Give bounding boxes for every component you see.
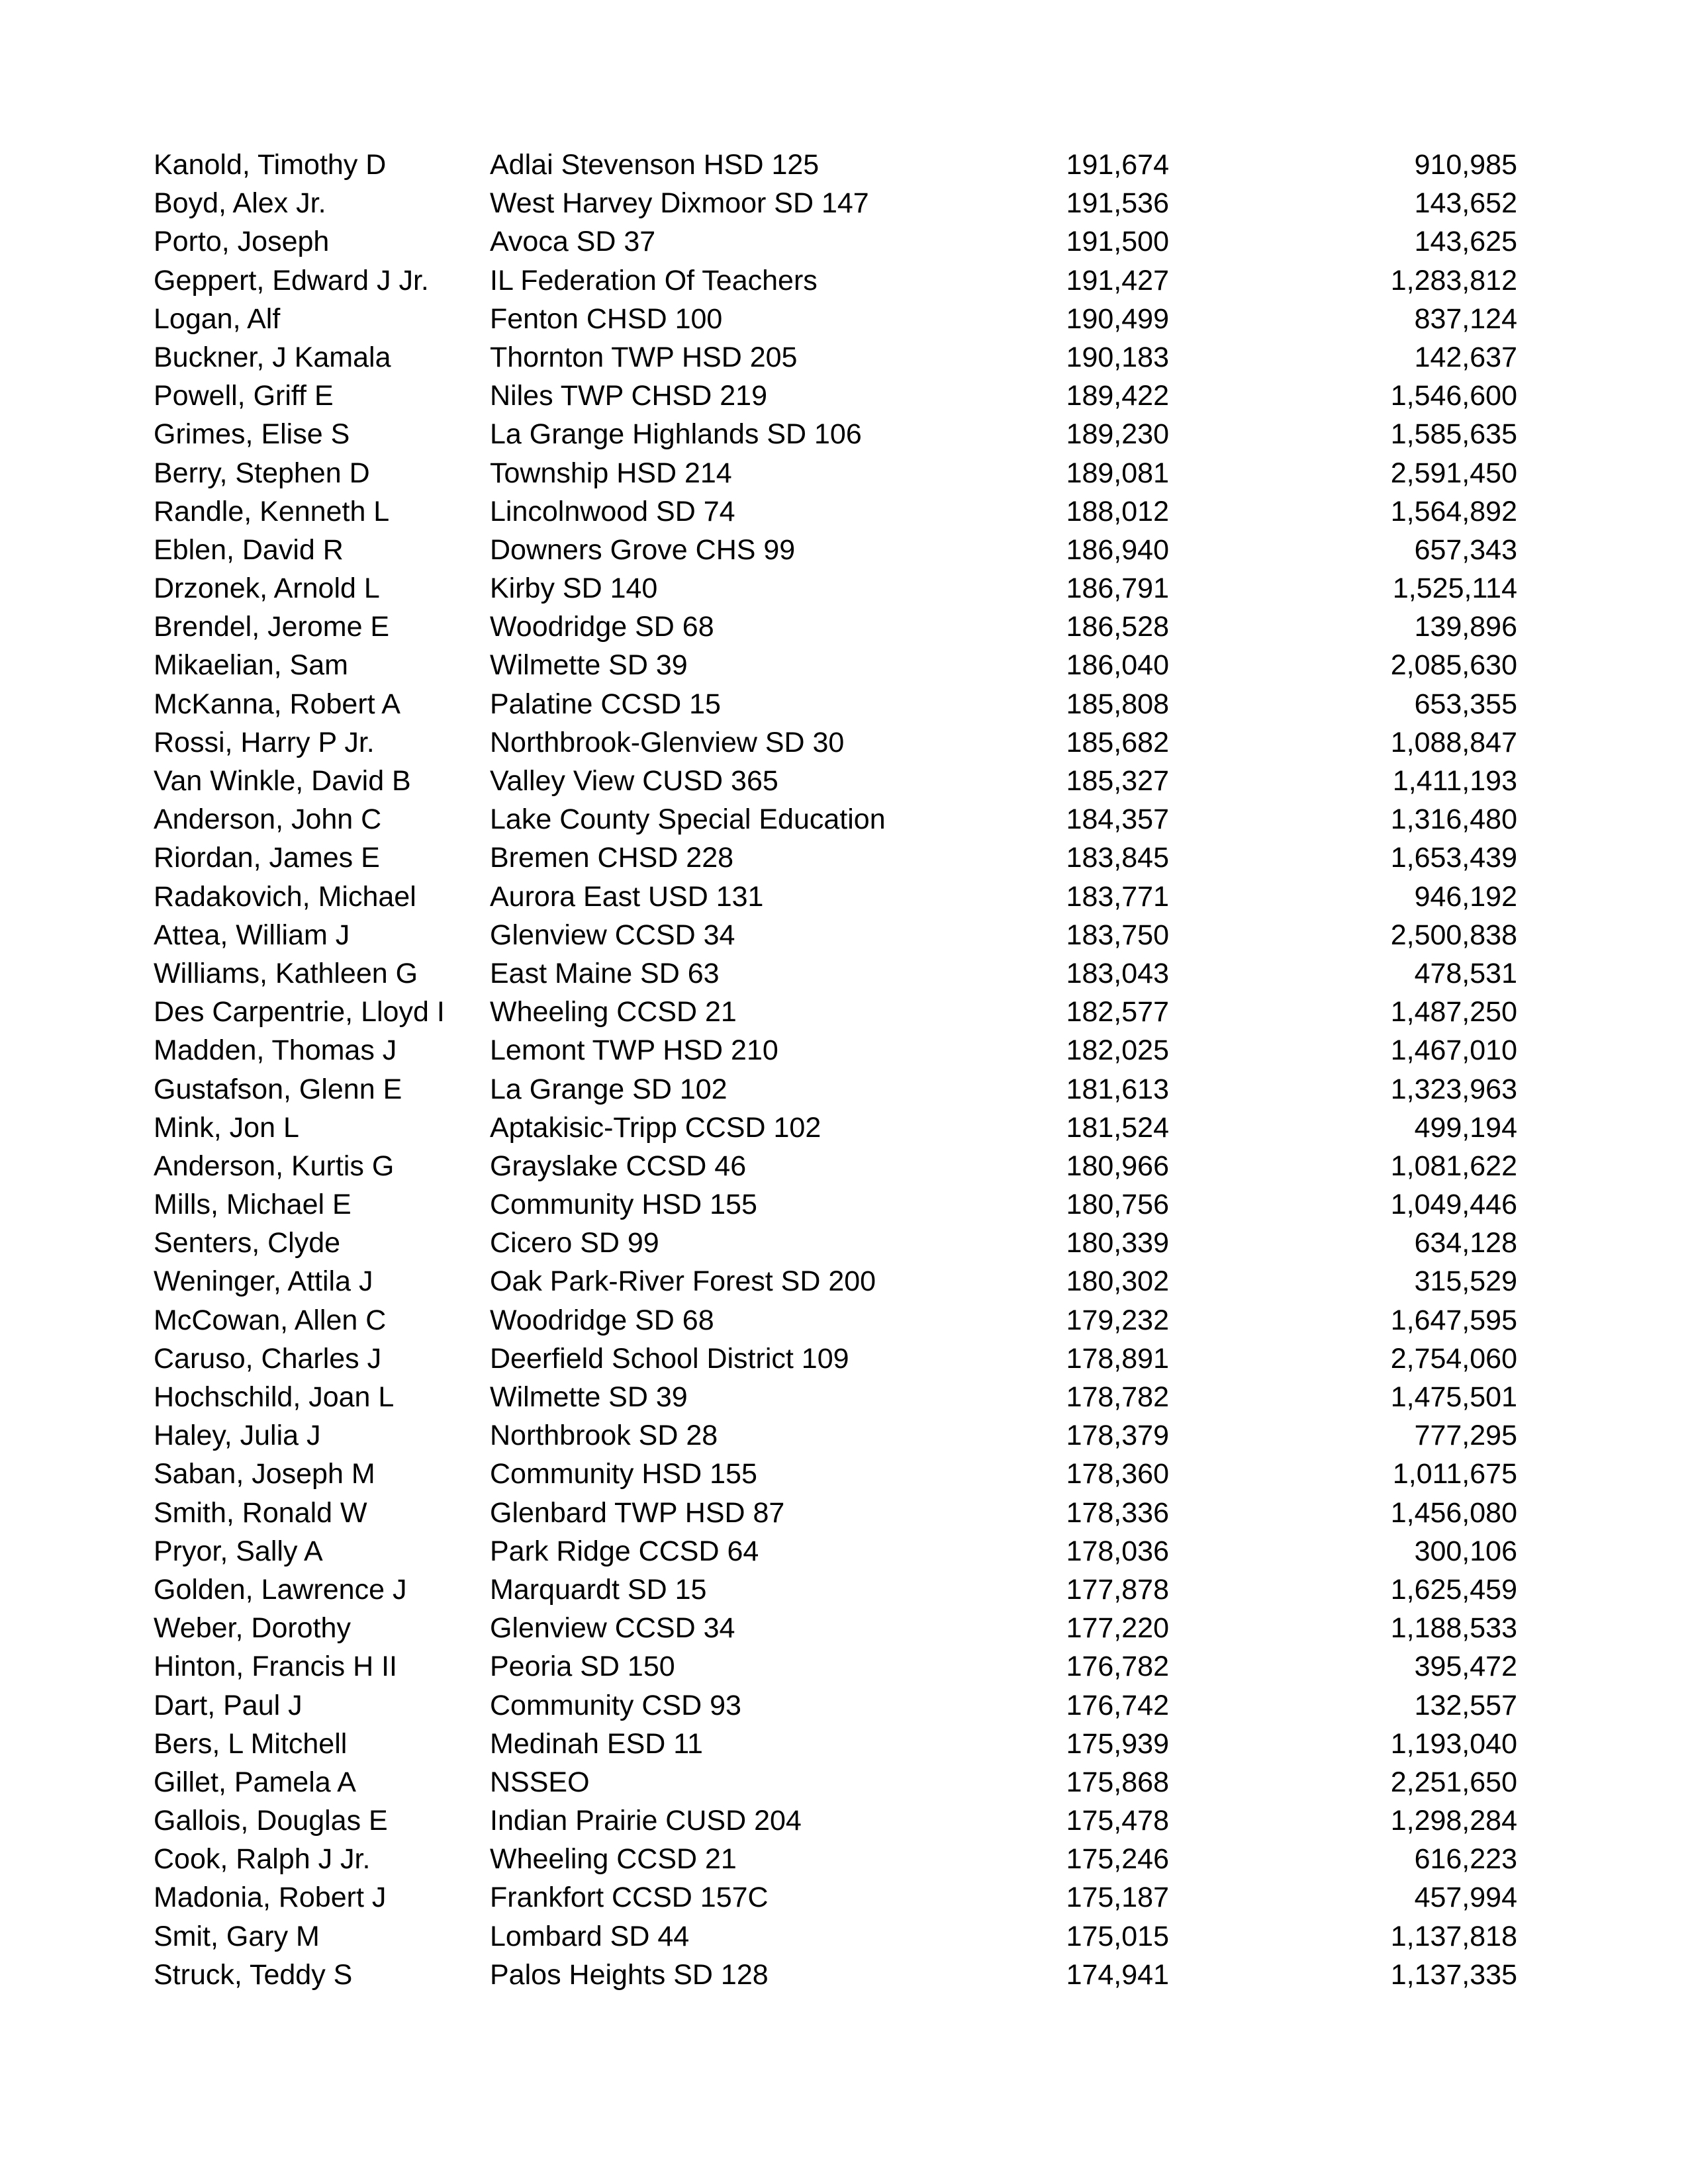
salary-cell: 182,577 — [1066, 996, 1169, 1028]
salary-cell: 177,220 — [1066, 1612, 1169, 1645]
district-cell: West Harvey Dixmoor SD 147 — [490, 187, 869, 220]
pension-cell: 1,411,193 — [1392, 765, 1517, 797]
table-row — [154, 1070, 1517, 1109]
pension-cell: 1,049,446 — [1390, 1189, 1517, 1221]
district-cell: Glenview CCSD 34 — [490, 919, 735, 951]
table-row — [154, 1801, 1517, 1840]
name-cell: Radakovich, Michael — [154, 880, 416, 913]
pension-cell: 1,625,459 — [1390, 1573, 1517, 1606]
table-row — [154, 608, 1517, 646]
district-cell: Northbrook-Glenview SD 30 — [490, 726, 845, 758]
name-cell: Logan, Alf — [154, 302, 281, 335]
salary-cell: 189,081 — [1066, 457, 1169, 489]
name-cell: Brendel, Jerome E — [154, 611, 390, 643]
table-row — [154, 954, 1517, 993]
district-cell: Peoria SD 150 — [490, 1651, 675, 1683]
pension-cell: 2,591,450 — [1390, 457, 1517, 489]
pension-cell: 657,343 — [1414, 533, 1517, 566]
district-cell: Woodridge SD 68 — [490, 611, 714, 643]
salary-cell: 183,771 — [1066, 880, 1169, 913]
district-cell: Medinah ESD 11 — [490, 1727, 703, 1760]
district-cell: Frankfort CCSD 157C — [490, 1882, 769, 1914]
district-cell: La Grange SD 102 — [490, 1073, 727, 1105]
district-cell: Indian Prairie CUSD 204 — [490, 1805, 802, 1837]
pension-cell: 1,323,963 — [1390, 1073, 1517, 1105]
name-cell: Mink, Jon L — [154, 1111, 299, 1144]
salary-cell: 178,360 — [1066, 1458, 1169, 1490]
district-cell: Township HSD 214 — [490, 457, 732, 489]
table-row — [154, 993, 1517, 1031]
table-row — [154, 685, 1517, 723]
pension-cell: 634,128 — [1414, 1227, 1517, 1259]
table-row — [154, 646, 1517, 684]
table-row — [154, 222, 1517, 261]
pension-cell: 1,467,010 — [1390, 1034, 1517, 1067]
salary-cell: 180,756 — [1066, 1189, 1169, 1221]
table-row — [154, 1609, 1517, 1647]
district-cell: Oak Park-River Forest SD 200 — [490, 1265, 876, 1298]
district-cell: Aptakisic-Tripp CCSD 102 — [490, 1111, 821, 1144]
table-row — [154, 1570, 1517, 1609]
table-row — [154, 1494, 1517, 1532]
salary-cell: 191,500 — [1066, 226, 1169, 258]
name-cell: Berry, Stephen D — [154, 457, 370, 489]
pension-cell: 1,487,250 — [1390, 996, 1517, 1028]
table-row — [154, 338, 1517, 377]
salary-cell: 189,422 — [1066, 380, 1169, 412]
table-row — [154, 1262, 1517, 1300]
salary-cell: 178,336 — [1066, 1496, 1169, 1529]
name-cell: Anderson, Kurtis G — [154, 1150, 395, 1182]
table-row — [154, 1878, 1517, 1917]
table-row — [154, 1532, 1517, 1570]
salary-cell: 185,327 — [1066, 765, 1169, 797]
name-cell: Des Carpentrie, Lloyd I — [154, 996, 445, 1028]
name-cell: Kanold, Timothy D — [154, 149, 387, 181]
salary-cell: 179,232 — [1066, 1304, 1169, 1336]
pension-cell: 2,085,630 — [1390, 649, 1517, 682]
pension-cell: 395,472 — [1414, 1651, 1517, 1683]
table-row — [154, 916, 1517, 954]
table-row — [154, 300, 1517, 338]
table-row — [154, 1686, 1517, 1725]
pension-cell: 315,529 — [1414, 1265, 1517, 1298]
pension-cell: 1,564,892 — [1390, 495, 1517, 527]
table-row — [154, 1301, 1517, 1340]
district-cell: Woodridge SD 68 — [490, 1304, 714, 1336]
district-cell: Lemont TWP HSD 210 — [490, 1034, 778, 1067]
district-cell: La Grange Highlands SD 106 — [490, 418, 862, 451]
table-row — [154, 800, 1517, 839]
salary-cell: 175,478 — [1066, 1805, 1169, 1837]
pension-cell: 910,985 — [1414, 149, 1517, 181]
table-row — [154, 1840, 1517, 1878]
pension-cell: 1,653,439 — [1390, 842, 1517, 874]
salary-cell: 174,941 — [1066, 1958, 1169, 1991]
name-cell: Struck, Teddy S — [154, 1958, 353, 1991]
pension-cell: 499,194 — [1414, 1111, 1517, 1144]
district-cell: Aurora East USD 131 — [490, 880, 764, 913]
salary-cell: 178,782 — [1066, 1381, 1169, 1413]
name-cell: Golden, Lawrence J — [154, 1573, 407, 1606]
district-cell: Wheeling CCSD 21 — [490, 996, 737, 1028]
pension-cell: 2,500,838 — [1390, 919, 1517, 951]
district-cell: Lincolnwood SD 74 — [490, 495, 735, 527]
district-cell: Glenbard TWP HSD 87 — [490, 1496, 785, 1529]
district-cell: Deerfield School District 109 — [490, 1342, 849, 1375]
table-row — [154, 261, 1517, 300]
district-cell: East Maine SD 63 — [490, 957, 720, 989]
salary-cell: 184,357 — [1066, 803, 1169, 836]
name-cell: McCowan, Allen C — [154, 1304, 387, 1336]
table-row — [154, 1455, 1517, 1493]
table-row — [154, 1725, 1517, 1763]
pension-cell: 1,316,480 — [1390, 803, 1517, 836]
name-cell: Randle, Kenneth L — [154, 495, 390, 527]
pension-cell: 653,355 — [1414, 688, 1517, 720]
salary-cell: 180,302 — [1066, 1265, 1169, 1298]
district-cell: Adlai Stevenson HSD 125 — [490, 149, 820, 181]
pension-cell: 1,193,040 — [1390, 1727, 1517, 1760]
district-cell: IL Federation Of Teachers — [490, 264, 818, 296]
name-cell: Gustafson, Glenn E — [154, 1073, 402, 1105]
salary-cell: 178,036 — [1066, 1535, 1169, 1567]
name-cell: Madonia, Robert J — [154, 1882, 387, 1914]
salary-cell: 178,891 — [1066, 1342, 1169, 1375]
pension-cell: 2,754,060 — [1390, 1342, 1517, 1375]
name-cell: Rossi, Harry P Jr. — [154, 726, 375, 758]
salary-cell: 180,966 — [1066, 1150, 1169, 1182]
table-row — [154, 762, 1517, 800]
district-cell: Community CSD 93 — [490, 1689, 741, 1721]
name-cell: Buckner, J Kamala — [154, 341, 391, 373]
table-row — [154, 1956, 1517, 1994]
name-cell: Eblen, David R — [154, 533, 344, 566]
name-cell: McKanna, Robert A — [154, 688, 400, 720]
pension-cell: 2,251,650 — [1390, 1766, 1517, 1798]
district-cell: Bremen CHSD 228 — [490, 842, 734, 874]
name-cell: Cook, Ralph J Jr. — [154, 1843, 371, 1876]
table-row — [154, 1763, 1517, 1801]
pension-cell: 478,531 — [1414, 957, 1517, 989]
name-cell: Madden, Thomas J — [154, 1034, 397, 1067]
table-row — [154, 1031, 1517, 1069]
name-cell: Bers, L Mitchell — [154, 1727, 348, 1760]
district-cell: Wheeling CCSD 21 — [490, 1843, 737, 1876]
table-row — [154, 454, 1517, 492]
pension-cell: 1,647,595 — [1390, 1304, 1517, 1336]
table-row — [154, 723, 1517, 762]
table-row — [154, 878, 1517, 916]
salary-cell: 180,339 — [1066, 1227, 1169, 1259]
table-row — [154, 377, 1517, 415]
district-cell: Downers Grove CHS 99 — [490, 533, 796, 566]
salary-cell: 190,183 — [1066, 341, 1169, 373]
salary-cell: 175,187 — [1066, 1882, 1169, 1914]
district-cell: Palatine CCSD 15 — [490, 688, 721, 720]
name-cell: Anderson, John C — [154, 803, 382, 836]
name-cell: Van Winkle, David B — [154, 765, 411, 797]
district-cell: Niles TWP CHSD 219 — [490, 380, 767, 412]
name-cell: Attea, William J — [154, 919, 350, 951]
salary-cell: 190,499 — [1066, 302, 1169, 335]
table-row — [154, 1224, 1517, 1262]
table-row — [154, 1147, 1517, 1185]
district-cell: Wilmette SD 39 — [490, 1381, 688, 1413]
salary-cell: 177,878 — [1066, 1573, 1169, 1606]
name-cell: Porto, Joseph — [154, 226, 330, 258]
salary-cell: 182,025 — [1066, 1034, 1169, 1067]
table-row — [154, 1340, 1517, 1378]
name-cell: Williams, Kathleen G — [154, 957, 418, 989]
name-cell: Hochschild, Joan L — [154, 1381, 395, 1413]
name-cell: Geppert, Edward J Jr. — [154, 264, 429, 296]
district-cell: Lake County Special Education — [490, 803, 886, 836]
district-cell: Fenton CHSD 100 — [490, 302, 723, 335]
district-cell: Park Ridge CCSD 64 — [490, 1535, 759, 1567]
pension-cell: 1,011,675 — [1392, 1458, 1517, 1490]
pension-cell: 300,106 — [1414, 1535, 1517, 1567]
name-cell: Riordan, James E — [154, 842, 380, 874]
name-cell: Drzonek, Arnold L — [154, 572, 380, 605]
district-cell: Avoca SD 37 — [490, 226, 656, 258]
name-cell: Haley, Julia J — [154, 1420, 321, 1452]
salary-cell: 188,012 — [1066, 495, 1169, 527]
table-row — [154, 1647, 1517, 1686]
salary-cell: 189,230 — [1066, 418, 1169, 451]
district-cell: Northbrook SD 28 — [490, 1420, 718, 1452]
name-cell: Weber, Dorothy — [154, 1612, 351, 1645]
table-row — [154, 1185, 1517, 1224]
name-cell: Mikaelian, Sam — [154, 649, 348, 682]
name-cell: Gillet, Pamela A — [154, 1766, 356, 1798]
table-row — [154, 492, 1517, 531]
name-cell: Powell, Griff E — [154, 380, 334, 412]
pension-cell: 1,081,622 — [1390, 1150, 1517, 1182]
table-row — [154, 1917, 1517, 1956]
name-cell: Smith, Ronald W — [154, 1496, 367, 1529]
pension-cell: 132,557 — [1414, 1689, 1517, 1721]
district-cell: Palos Heights SD 128 — [490, 1958, 769, 1991]
name-cell: Gallois, Douglas E — [154, 1805, 388, 1837]
pension-cell: 1,456,080 — [1390, 1496, 1517, 1529]
name-cell: Dart, Paul J — [154, 1689, 303, 1721]
district-cell: NSSEO — [490, 1766, 590, 1798]
district-cell: Lombard SD 44 — [490, 1920, 690, 1952]
district-cell: Valley View CUSD 365 — [490, 765, 778, 797]
pension-cell: 139,896 — [1414, 611, 1517, 643]
salary-cell: 186,791 — [1066, 572, 1169, 605]
salary-cell: 175,939 — [1066, 1727, 1169, 1760]
table-row — [154, 415, 1517, 453]
salary-cell: 178,379 — [1066, 1420, 1169, 1452]
table-row — [154, 1109, 1517, 1147]
salary-cell: 185,808 — [1066, 688, 1169, 720]
salary-cell: 183,043 — [1066, 957, 1169, 989]
salary-cell: 186,528 — [1066, 611, 1169, 643]
name-cell: Grimes, Elise S — [154, 418, 350, 451]
pension-cell: 1,137,818 — [1390, 1920, 1517, 1952]
salary-cell: 181,613 — [1066, 1073, 1169, 1105]
salary-cell: 186,040 — [1066, 649, 1169, 682]
pension-cell: 1,475,501 — [1390, 1381, 1517, 1413]
district-cell: Community HSD 155 — [490, 1458, 757, 1490]
district-cell: Wilmette SD 39 — [490, 649, 688, 682]
name-cell: Smit, Gary M — [154, 1920, 320, 1952]
salary-cell: 191,427 — [1066, 264, 1169, 296]
table-row — [154, 839, 1517, 877]
data-table — [154, 146, 1517, 1994]
pension-cell: 1,137,335 — [1390, 1958, 1517, 1991]
pension-cell: 1,188,533 — [1390, 1612, 1517, 1645]
pension-cell: 142,637 — [1414, 341, 1517, 373]
pension-cell: 946,192 — [1414, 880, 1517, 913]
salary-cell: 183,750 — [1066, 919, 1169, 951]
district-cell: Marquardt SD 15 — [490, 1573, 707, 1606]
pension-cell: 777,295 — [1414, 1420, 1517, 1452]
name-cell: Mills, Michael E — [154, 1189, 352, 1221]
salary-cell: 191,674 — [1066, 149, 1169, 181]
pension-cell: 1,546,600 — [1390, 380, 1517, 412]
pension-cell: 1,088,847 — [1390, 726, 1517, 758]
pension-cell: 143,652 — [1414, 187, 1517, 220]
name-cell: Hinton, Francis H II — [154, 1651, 397, 1683]
salary-cell: 175,868 — [1066, 1766, 1169, 1798]
name-cell: Caruso, Charles J — [154, 1342, 382, 1375]
pension-cell: 1,298,284 — [1390, 1805, 1517, 1837]
table-row — [154, 184, 1517, 222]
district-cell: Thornton TWP HSD 205 — [490, 341, 798, 373]
district-cell: Kirby SD 140 — [490, 572, 658, 605]
pension-cell: 1,585,635 — [1390, 418, 1517, 451]
pension-cell: 837,124 — [1414, 302, 1517, 335]
salary-cell: 175,015 — [1066, 1920, 1169, 1952]
pension-cell: 143,625 — [1414, 226, 1517, 258]
pension-cell: 616,223 — [1414, 1843, 1517, 1876]
table-row — [154, 146, 1517, 184]
salary-cell: 176,782 — [1066, 1651, 1169, 1683]
district-cell: Glenview CCSD 34 — [490, 1612, 735, 1645]
table-row — [154, 1416, 1517, 1455]
pension-cell: 1,283,812 — [1390, 264, 1517, 296]
pension-cell: 457,994 — [1414, 1882, 1517, 1914]
table-row — [154, 531, 1517, 569]
table-row — [154, 569, 1517, 608]
salary-cell: 181,524 — [1066, 1111, 1169, 1144]
table-row — [154, 1378, 1517, 1416]
name-cell: Weninger, Attila J — [154, 1265, 373, 1298]
name-cell: Senters, Clyde — [154, 1227, 341, 1259]
salary-cell: 186,940 — [1066, 533, 1169, 566]
district-cell: Cicero SD 99 — [490, 1227, 659, 1259]
salary-cell: 175,246 — [1066, 1843, 1169, 1876]
name-cell: Saban, Joseph M — [154, 1458, 375, 1490]
district-cell: Grayslake CCSD 46 — [490, 1150, 747, 1182]
pension-cell: 1,525,114 — [1392, 572, 1517, 605]
salary-cell: 185,682 — [1066, 726, 1169, 758]
salary-cell: 176,742 — [1066, 1689, 1169, 1721]
district-cell: Community HSD 155 — [490, 1189, 757, 1221]
salary-cell: 191,536 — [1066, 187, 1169, 220]
name-cell: Boyd, Alex Jr. — [154, 187, 326, 220]
salary-cell: 183,845 — [1066, 842, 1169, 874]
name-cell: Pryor, Sally A — [154, 1535, 323, 1567]
